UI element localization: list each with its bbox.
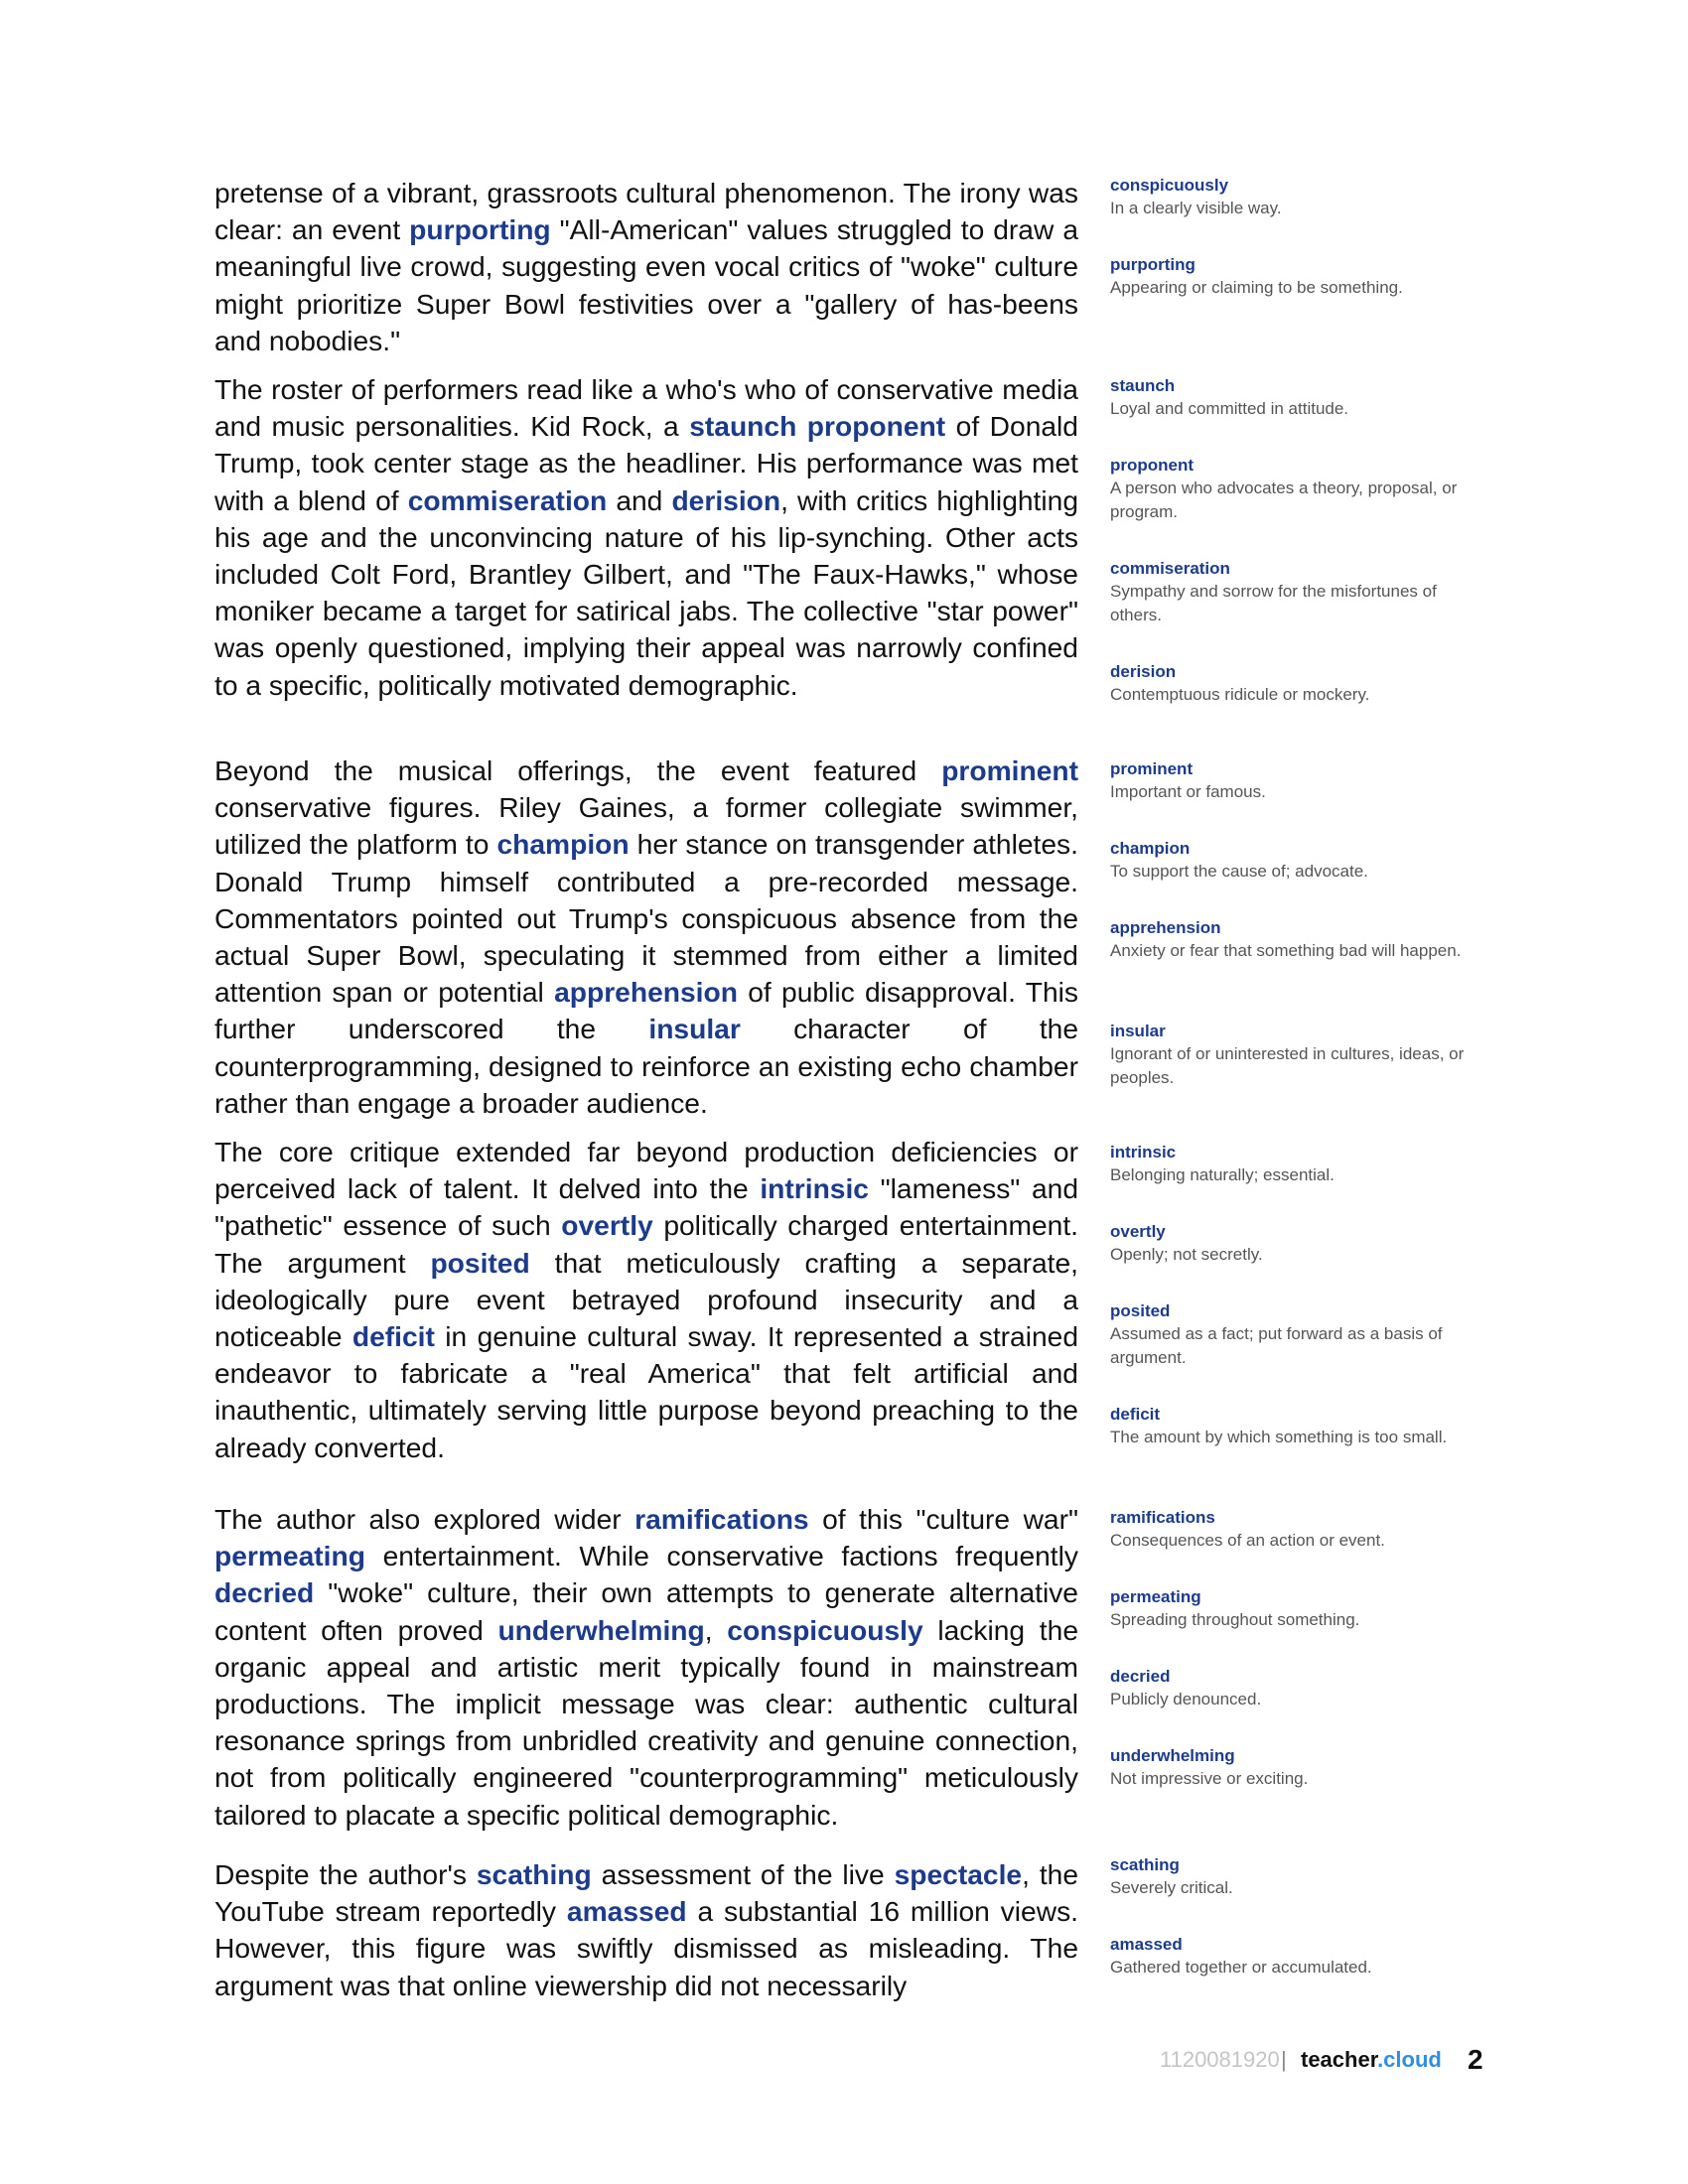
glossary-entry <box>1110 661 1468 707</box>
glossary-definition: Gathered together or accumulated. <box>1110 1958 1372 1977</box>
vocab-term: amassed <box>566 1895 687 1928</box>
glossary-term: posited <box>1110 1301 1171 1320</box>
glossary-term: underwhelming <box>1110 1746 1235 1765</box>
glossary-definition: A person who advocates a theory, proposal, or program. <box>1110 478 1458 521</box>
glossary-term: champion <box>1110 839 1191 858</box>
glossary-term: intrinsic <box>1110 1143 1177 1161</box>
glossary-definition: Contemptuous ridicule or mockery. <box>1110 685 1370 704</box>
vocab-term: deficit <box>352 1320 435 1353</box>
paragraph-5: The author also explored wider ramifications of this "culture war" permeating entertainment. While conservative factions frequently decried "woke" culture, their own attempts to generate alternative content often proved underwhelming, conspicuously lacking the organic appeal and artistic merit typically found in mainstream productions. The implicit message was clear: authentic cultural resonance springs from unbridled creativity and genuine connection, not from politically engineered "counterprogramming" meticulously tailored to placate a specific political demographic. <box>214 1503 1078 1831</box>
glossary-entry <box>1110 917 1468 963</box>
paragraph-1: pretense of a vibrant, grassroots cultural phenomenon. The irony was clear: an event purporting "All-American" values struggled to draw a meaningful live crowd, suggesting even vocal critics of "woke" culture might prioritize Super Bowl festivities over a "gallery of has-beens and nobodies." <box>214 177 1078 356</box>
glossary-entry <box>1110 455 1468 524</box>
glossary-definition: Consequences of an action or event. <box>1110 1531 1385 1550</box>
page-number: 2 <box>1468 2044 1483 2075</box>
paragraph-2: The roster of performers read like a who's who of conservative media and music personalities. Kid Rock, a staunch proponent of Donald Trump, took center stage as the headliner. His performance was met with a blend of commiseration and derision, with critics highlighting his age and the unconvincing nature of his lip-synching. Other acts included Colt Ford, Brantley Gilbert, and "The Faux-Hawks," whose moniker became a target for satirical jabs. The collective "star power" was openly questioned, implying their appeal was narrowly confined to a specific, politically motivated demographic. <box>214 373 1078 701</box>
glossary-entry <box>1110 1745 1468 1791</box>
glossary-definition: Loyal and committed in attitude. <box>1110 399 1349 418</box>
glossary-definition: Spreading throughout something. <box>1110 1610 1360 1629</box>
glossary-term: commiseration <box>1110 559 1230 578</box>
brand-domain: .cloud <box>1377 2047 1442 2072</box>
glossary-entry <box>1110 375 1468 421</box>
vocab-term: underwhelming <box>497 1613 705 1646</box>
glossary-definition: The amount by which something is too small. <box>1110 1428 1448 1446</box>
glossary-entry <box>1110 175 1468 220</box>
glossary-term: prominent <box>1110 759 1194 778</box>
vocab-term: overtly <box>561 1209 653 1242</box>
vocab-term: scathing <box>476 1858 592 1890</box>
glossary-definition: Ignorant of or uninterested in cultures, ideas, or peoples. <box>1110 1044 1465 1087</box>
glossary-term: permeating <box>1110 1587 1201 1606</box>
vocab-term: commiseration <box>407 483 608 516</box>
glossary-entry <box>1110 758 1468 804</box>
glossary-term: apprehension <box>1110 918 1221 937</box>
glossary-entry <box>1110 1021 1468 1090</box>
vocab-term: prominent <box>941 754 1078 786</box>
glossary-term: scathing <box>1110 1855 1180 1874</box>
glossary-definition: Anxiety or fear that something bad will happen. <box>1110 941 1462 960</box>
glossary-entry <box>1110 1586 1468 1632</box>
glossary-term: proponent <box>1110 456 1195 475</box>
brand-name: teacher <box>1301 2047 1378 2072</box>
glossary-definition: To support the cause of; advocate. <box>1110 862 1368 881</box>
glossary-term: conspicuously <box>1110 176 1229 195</box>
document-id: 1120081920 <box>1160 2047 1280 2072</box>
glossary-entry <box>1110 1934 1468 1979</box>
brand-logo <box>1301 2045 1442 2075</box>
vocab-term: insular <box>648 1013 741 1045</box>
glossary-entry <box>1110 1666 1468 1711</box>
vocab-term: decried <box>214 1576 315 1609</box>
glossary-definition: Appearing or claiming to be something. <box>1110 278 1403 297</box>
vocab-term: apprehension <box>554 976 738 1009</box>
glossary-entry <box>1110 1854 1468 1900</box>
glossary-definition: Important or famous. <box>1110 782 1266 801</box>
glossary-term: decried <box>1110 1667 1171 1686</box>
glossary-entry <box>1110 1404 1468 1449</box>
glossary-term: amassed <box>1110 1935 1183 1954</box>
glossary-definition: Assumed as a fact; put forward as a basis of argument. <box>1110 1324 1443 1367</box>
glossary-entry <box>1110 1142 1468 1187</box>
vocab-term: purporting <box>409 213 551 246</box>
vocab-term: spectacle <box>894 1858 1023 1890</box>
vocab-term: derision <box>671 483 781 516</box>
glossary-term: deficit <box>1110 1405 1161 1424</box>
vocab-term: conspicuously <box>727 1613 923 1646</box>
vocab-term: permeating <box>214 1540 365 1572</box>
glossary-entry <box>1110 1221 1468 1267</box>
vocab-term: champion <box>496 828 630 861</box>
glossary-definition: Sympathy and sorrow for the misfortunes of others. <box>1110 582 1437 624</box>
glossary-definition: In a clearly visible way. <box>1110 199 1282 217</box>
glossary-term: derision <box>1110 662 1177 681</box>
glossary-definition: Belonging naturally; essential. <box>1110 1165 1335 1184</box>
vocab-term: ramifications <box>634 1503 809 1535</box>
paragraph-4: The core critique extended far beyond production deficiencies or perceived lack of talent. It delved into the intrinsic "lameness" and "pathetic" essence of such overtly politically charged entertainment. The argument posited that meticulously crafting a separate, ideologically pure event betrayed profound insecurity and a noticeable deficit in genuine cultural sway. It represented a strained endeavor to fabricate a "real America" that felt artificial and inauthentic, ultimately serving little purpose beyond preaching to the already converted. <box>214 1136 1079 1463</box>
paragraph-6: Despite the author's scathing assessment of the live spectacle, the YouTube stream reportedly amassed a substantial 16 million views. However, this figure was swiftly dismissed as misleading. The argument was that online viewership did not necessarily <box>214 1858 1079 2001</box>
glossary-term: staunch <box>1110 376 1176 395</box>
glossary-definition: Not impressive or exciting. <box>1110 1769 1309 1788</box>
glossary-term: purporting <box>1110 255 1196 274</box>
glossary-entry <box>1110 838 1468 884</box>
vocab-term: intrinsic <box>760 1172 869 1205</box>
glossary-entry <box>1110 1300 1468 1370</box>
glossary-term: ramifications <box>1110 1508 1215 1527</box>
glossary-entry <box>1110 558 1468 627</box>
glossary-entry <box>1110 254 1468 300</box>
footer-separator: | <box>1281 2047 1287 2072</box>
vocab-term: staunch proponent <box>689 410 946 443</box>
glossary-definition: Openly; not secretly. <box>1110 1245 1263 1264</box>
paragraph-3: Beyond the musical offerings, the event featured prominent conservative figures. Riley Gaines, a former collegiate swimmer, utilized the platform to champion her stance on transgender athletes. Donald Trump himself contributed a pre-recorded message. Commentators pointed out Trump's conspicuous absence from the actual Super Bowl, speculating it stemmed from either a limited attention span or potential apprehension of public disapproval. This further underscored the insular character of the counterprogramming, designed to reinforce an existing echo chamber rather than engage a broader audience. <box>214 754 1079 1119</box>
glossary-entry <box>1110 1507 1468 1553</box>
glossary-term: overtly <box>1110 1222 1166 1241</box>
glossary-definition: Publicly denounced. <box>1110 1690 1262 1708</box>
glossary-term: insular <box>1110 1022 1166 1040</box>
vocab-term: posited <box>430 1246 530 1279</box>
glossary-definition: Severely critical. <box>1110 1878 1233 1897</box>
